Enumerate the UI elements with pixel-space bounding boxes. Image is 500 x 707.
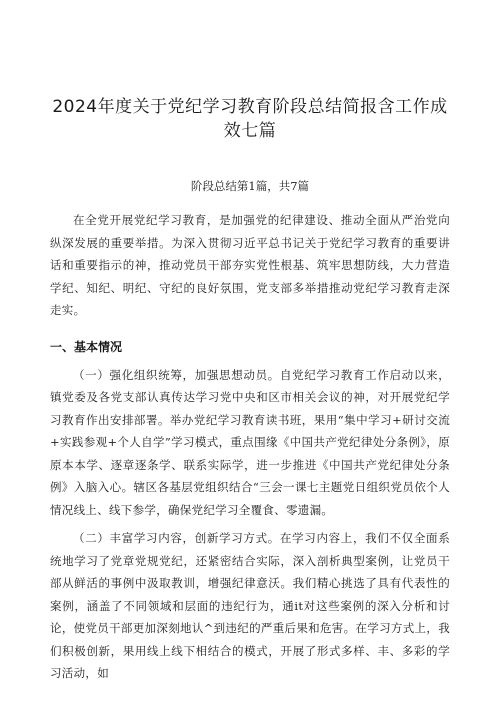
- section-heading-basic-situation: 一、基本情况: [50, 339, 123, 354]
- paragraph-organization: （一）强化组织统筹，加强思想动员。自党纪学习教育工作启动以来，镇党委及各党支部认真传达学习党中央和区市相关会议的神，对开展党纪学习教育作出安排部署。举办党纪学习教育读书班，果用“集中学习+研讨交流+实践参观+个人自学”学习模式，重点围缘《中国共产党纪律处分条例》，原原本本学、逐章逐条学、联系实际学，进一步推进《中国共产党纪律处分条例》入脑入心。辖区各基层党组织结合“三会一课七主题党日组织党员依个人情况线上、线下参学，确保党纪学习全覆食、零遗漏。: [50, 367, 450, 517]
- document-title: [50, 95, 450, 143]
- title-line-2: 效七篇: [223, 121, 277, 141]
- paragraph-learning-content: （二）丰富学习内容，创新学习方式。在学习内容上，我们不仅全面系统地学习了党章党规党纪，还紧密结合实际，深入剖析典型案例，让党员干部从鲜活的事例中汲取教训，增强纪律意沃。我们精心挑选了具有代表性的案例，涵盖了不同领域和层面的违纪行为，通it对这些案例的深入分析和讨论，使党员干部更加深刻地认^到违纪的严重后果和危害。在学习方式上，我们积极创新，果用线上线下相结合的模式，开展了形式多样、丰、多彩的学习活动，如: [50, 531, 450, 680]
- title-line-1: 2024年度关于党纪学习教育阶段总结简报含工作成: [52, 97, 448, 117]
- intro-paragraph: 在全党开展党纪学习教育，是加强党的纪律建设、推动全面从严治党向纵深发展的重要举措。为深入贯彻习近平总书记关于党纪学习教育的重要讲话和重要指示的神，推动党员干部夯实党性根基、筑牢思想防线，大力营造学纪、知纪、明纪、守纪的良好氛围，党支部多举措推动党纪学习教育走深走实。: [50, 213, 450, 317]
- document-subtitle: 阶段总结第1篇，共7篇: [190, 179, 310, 193]
